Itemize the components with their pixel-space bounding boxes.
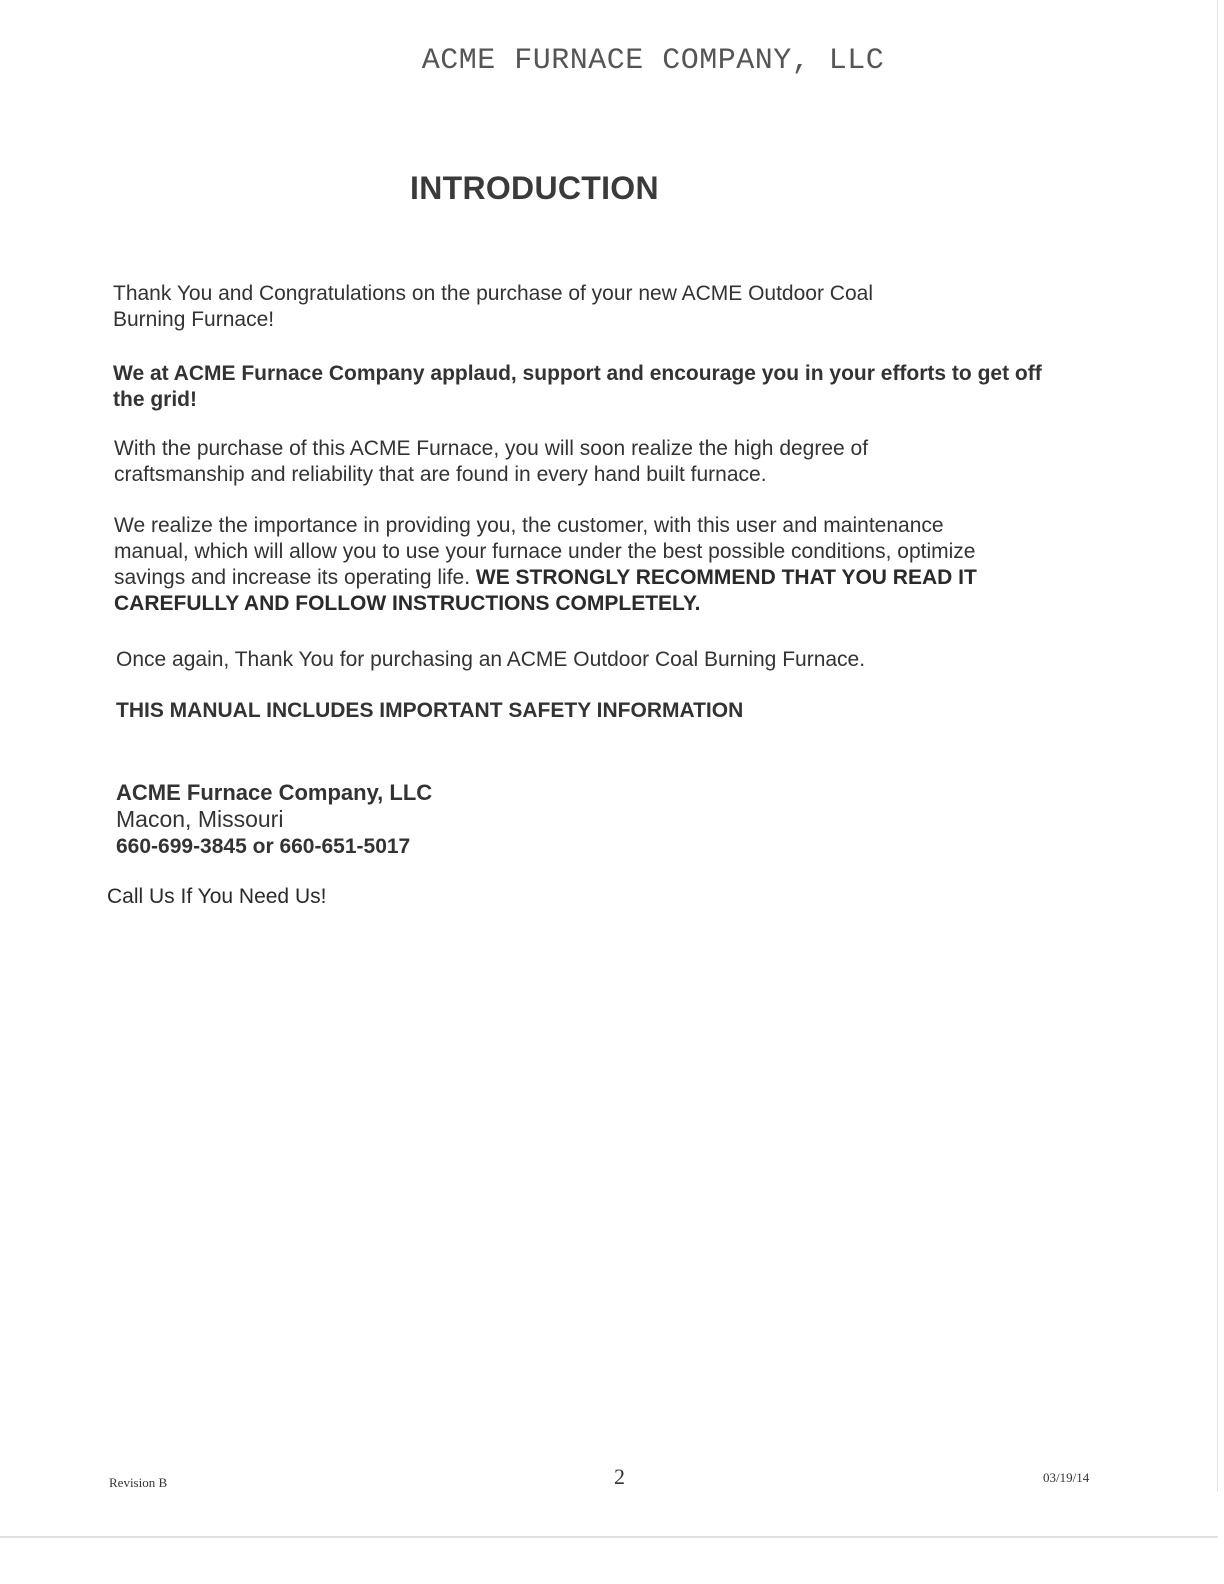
importance-paragraph — [114, 513, 1074, 617]
contact-city: Macon, Missouri — [116, 806, 284, 832]
footer-page-number: 2 — [614, 1464, 625, 1489]
once-again-paragraph: Once again, Thank You for purchasing an ACME Outdoor Coal Burning Furnace. — [116, 648, 866, 671]
importance-recommendation: WE STRONGLY RECOMMEND THAT YOU READ IT CAREFULLY AND FOLLOW INSTRUCTIONS COMPLETELY. — [114, 566, 977, 615]
thanks-line-2: Burning Furnace! — [113, 308, 275, 331]
craftsmanship-paragraph — [114, 436, 1074, 488]
thanks-paragraph — [113, 281, 1073, 333]
importance-line-1: We realize the importance in providing you, the customer, with this user and maintenance — [114, 514, 944, 537]
page-edge-right — [1217, 0, 1218, 1492]
company-header: ACME FURNACE COMPANY, LLC — [421, 44, 885, 78]
footer-date: 03/19/14 — [1043, 1470, 1090, 1485]
contact-company-name: ACME Furnace Company, LLC — [116, 780, 433, 805]
importance-line-2: manual, which will allow you to use your furnace under the best possible conditions, optimize — [114, 540, 976, 563]
contact-phones: 660-699-3845 or 660-651-5017 — [116, 835, 411, 858]
call-us-line: Call Us If You Need Us! — [107, 885, 327, 908]
applaud-paragraph: We at ACME Furnace Company applaud, support and encourage you in your efforts to get off the grid! — [113, 362, 1042, 411]
craftsmanship-line-2: craftsmanship and reliability that are found in every hand built furnace. — [114, 463, 767, 486]
craftsmanship-line-1: With the purchase of this ACME Furnace, you will soon realize the high degree of — [114, 437, 869, 460]
thanks-line-1: Thank You and Congratulations on the purchase of your new ACME Outdoor Coal — [113, 282, 873, 305]
importance-line-3: savings and increase its operating life. — [114, 566, 471, 589]
page-edge-bottom — [0, 1536, 1218, 1538]
page-title: INTRODUCTION — [410, 170, 659, 206]
footer-revision: Revision B — [109, 1475, 168, 1490]
safety-notice: THIS MANUAL INCLUDES IMPORTANT SAFETY INFORMATION — [116, 699, 744, 722]
contact-block — [116, 779, 432, 860]
